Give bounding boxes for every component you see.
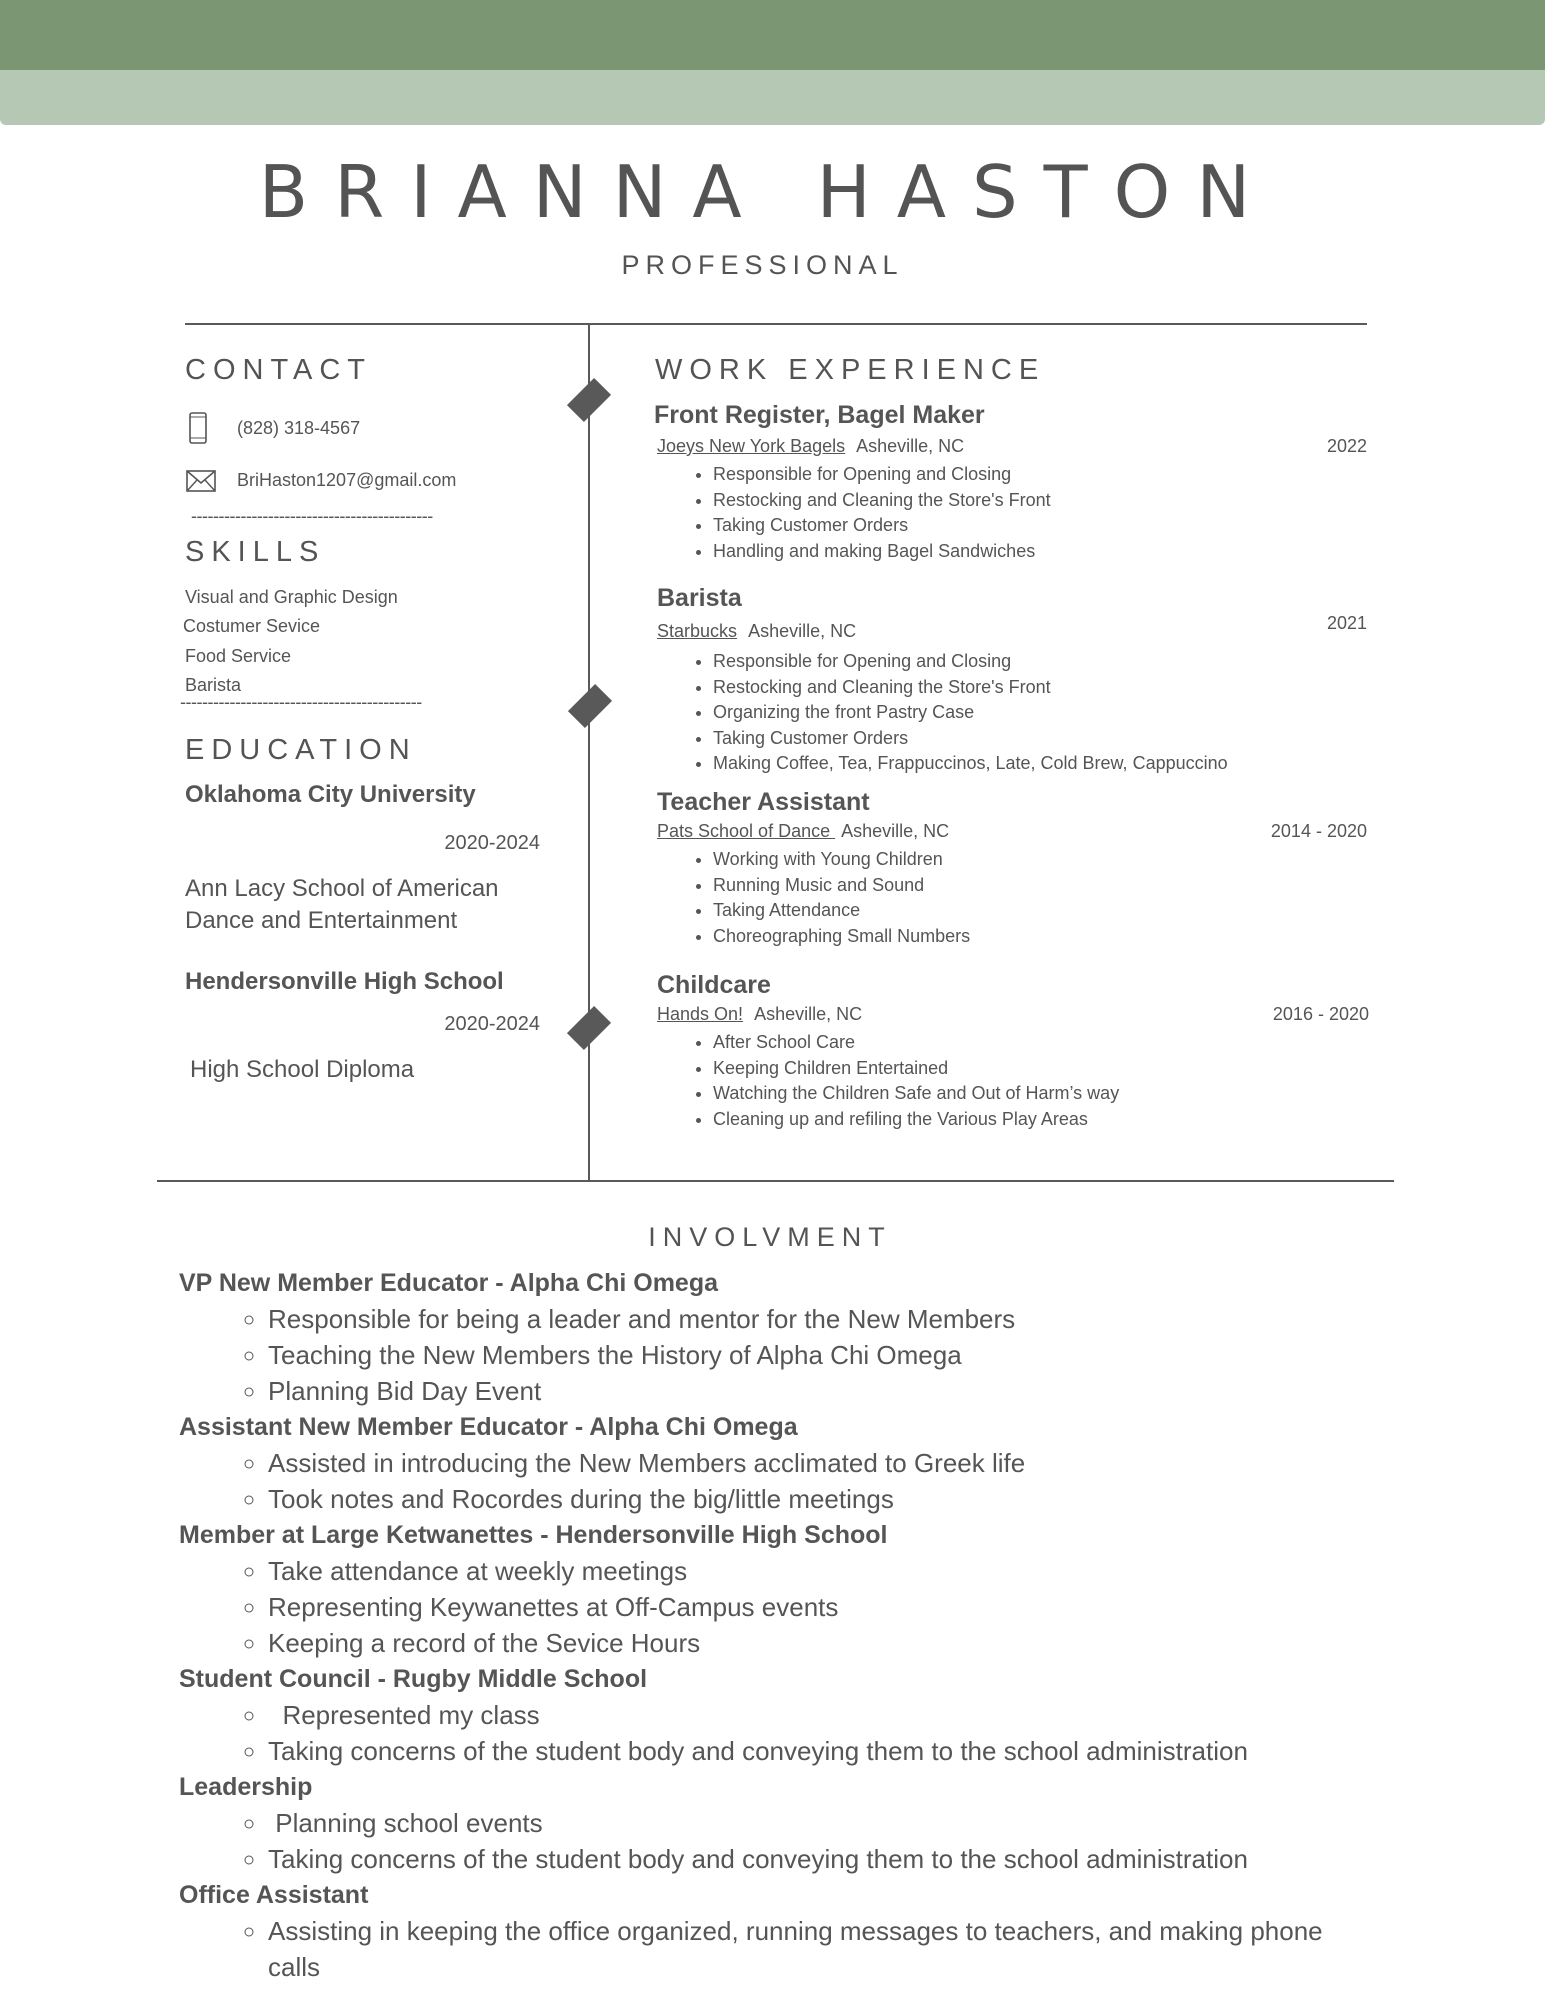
skill-item: Barista bbox=[185, 675, 242, 695]
job-bullet: • Running Music and Sound bbox=[713, 873, 1367, 899]
involvement-bullet: ◦ Taking concerns of the student body and conveying them to the school administration bbox=[268, 1733, 1379, 1769]
skills-divider: -------------------------------------------- bbox=[180, 692, 422, 712]
skill-item: Food Service bbox=[185, 646, 292, 666]
job-year: 2021 bbox=[1326, 613, 1367, 633]
job-bullet: • Cleaning up and refiling the Various Play Areas bbox=[713, 1107, 1367, 1133]
involvement-bullet: ◦ Teaching the New Members the History of Alpha Chi Omega bbox=[268, 1337, 1379, 1373]
job-entry bbox=[657, 788, 1367, 949]
job-meta bbox=[657, 613, 1367, 645]
education-detail: High School Diploma bbox=[190, 1056, 415, 1083]
job-title: Teacher Assistant bbox=[657, 788, 870, 816]
involvement-heading: INVOLVMENT bbox=[648, 1222, 892, 1252]
involvement-bullet: ◦ Responsible for being a leader and mentor for the New Members bbox=[268, 1301, 1379, 1337]
contact-phone[interactable]: (828) 318-4567 bbox=[237, 418, 361, 438]
job-year: 2022 bbox=[1326, 436, 1367, 456]
job-title: Childcare bbox=[657, 971, 771, 999]
job-bullets bbox=[654, 462, 1364, 564]
resume-name: BRIANNA HASTON bbox=[258, 150, 1277, 234]
involvement-bullet: ◦ Took notes and Rocordes during the big/little meetings bbox=[268, 1481, 1379, 1517]
header-band-dark bbox=[0, 0, 1545, 70]
job-bullet: • Restocking and Cleaning the Store's Front bbox=[713, 675, 1367, 701]
job-meta bbox=[657, 1004, 1367, 1028]
job-bullet: • Taking Customer Orders bbox=[713, 726, 1367, 752]
bottom-rule bbox=[157, 1180, 1394, 1182]
header-band-light bbox=[0, 70, 1545, 125]
job-location: Asheville, NC bbox=[748, 621, 857, 641]
job-bullets bbox=[657, 649, 1367, 777]
involvement-bullet: ◦ Assisting in keeping the office organized, running messages to teachers, and making phone calls bbox=[268, 1913, 1348, 1985]
timeline-line bbox=[588, 325, 590, 1180]
job-bullet: • Organizing the front Pastry Case bbox=[713, 700, 1367, 726]
involvement-role: Office Assistant bbox=[179, 1881, 369, 1909]
job-location: Asheville, NC bbox=[754, 1004, 863, 1024]
mail-icon bbox=[186, 470, 216, 492]
contact-heading: CONTACT bbox=[185, 354, 373, 386]
job-company-link[interactable]: Pats School of Dance bbox=[657, 821, 836, 841]
involvement-bullet: ◦ Planning school events bbox=[268, 1805, 1379, 1841]
job-title: Barista bbox=[657, 584, 742, 612]
education-detail: Ann Lacy School of American bbox=[185, 875, 499, 902]
job-location: Asheville, NC bbox=[856, 436, 965, 456]
involvement-bullets bbox=[179, 1301, 1379, 1409]
education-school: Hendersonville High School bbox=[185, 968, 504, 995]
involvement-role: VP New Member Educator - Alpha Chi Omega bbox=[179, 1269, 719, 1297]
skill-item: Visual and Graphic Design bbox=[185, 587, 398, 607]
education-school: Oklahoma City University bbox=[185, 781, 476, 808]
job-bullets bbox=[657, 847, 1367, 949]
job-year: 2016 - 2020 bbox=[1272, 1004, 1369, 1024]
job-bullet: • Responsible for Opening and Closing bbox=[713, 462, 1364, 488]
contact-email[interactable]: BriHaston1207@gmail.com bbox=[237, 470, 457, 490]
job-bullet: • Watching the Children Safe and Out of Harm’s way bbox=[713, 1081, 1367, 1107]
involvement-bullet: ◦ Planning Bid Day Event bbox=[268, 1373, 1379, 1409]
timeline-diamond bbox=[567, 1006, 611, 1050]
job-bullet: • Choreographing Small Numbers bbox=[713, 924, 1367, 950]
job-entry bbox=[654, 401, 1367, 564]
job-bullet: • Taking Attendance bbox=[713, 898, 1367, 924]
involvement-bullets bbox=[179, 1805, 1379, 1877]
job-title: Front Register, Bagel Maker bbox=[654, 401, 985, 429]
involvement-bullet: ◦ Representing Keywanettes at Off-Campus events bbox=[268, 1589, 1379, 1625]
job-year: 2014 - 2020 bbox=[1270, 821, 1367, 841]
involvement-role: Assistant New Member Educator - Alpha Chi Omega bbox=[179, 1413, 798, 1441]
job-entry bbox=[657, 584, 1367, 777]
work-heading: WORK EXPERIENCE bbox=[655, 354, 1046, 386]
education-years: 2020-2024 bbox=[444, 832, 540, 854]
phone-icon bbox=[189, 412, 207, 444]
involvement-bullets bbox=[179, 1913, 1348, 1985]
involvement-role: Member at Large Ketwanettes - Hendersonville High School bbox=[179, 1521, 888, 1549]
job-bullet: • Taking Customer Orders bbox=[713, 513, 1364, 539]
skills-heading: SKILLS bbox=[185, 536, 326, 568]
involvement-bullet: ◦ Assisted in introducing the New Members acclimated to Greek life bbox=[268, 1445, 1379, 1481]
education-heading: EDUCATION bbox=[185, 734, 417, 766]
involvement-bullet: ◦ Keeping a record of the Sevice Hours bbox=[268, 1625, 1379, 1661]
job-company-link[interactable]: Starbucks bbox=[657, 621, 738, 641]
involvement-bullet: ◦ Take attendance at weekly meetings bbox=[268, 1553, 1379, 1589]
job-bullet: • Making Coffee, Tea, Frappuccinos, Late, Cold Brew, Cappuccino bbox=[713, 751, 1367, 777]
top-rule bbox=[185, 323, 1367, 325]
job-bullet: • Working with Young Children bbox=[713, 847, 1367, 873]
job-bullet: • Keeping Children Entertained bbox=[713, 1056, 1367, 1082]
contact-divider: -------------------------------------------- bbox=[191, 506, 433, 526]
education-years: 2020-2024 bbox=[444, 1013, 540, 1035]
involvement-bullets bbox=[179, 1445, 1379, 1517]
skill-item: Costumer Sevice bbox=[183, 616, 321, 636]
job-location: Asheville, NC bbox=[841, 821, 950, 841]
education-detail: Dance and Entertainment bbox=[185, 907, 458, 934]
resume-subtitle: PROFESSIONAL bbox=[621, 250, 904, 280]
involvement-bullets bbox=[179, 1553, 1379, 1661]
involvement-bullet: ◦ Taking concerns of the student body and conveying them to the school administration bbox=[268, 1841, 1379, 1877]
involvement-list bbox=[179, 1265, 1379, 1985]
job-meta bbox=[657, 821, 1367, 845]
involvement-bullets bbox=[179, 1697, 1379, 1769]
job-bullet: • Responsible for Opening and Closing bbox=[713, 649, 1367, 675]
job-company-link[interactable]: Joeys New York Bagels bbox=[657, 436, 846, 456]
timeline-diamond bbox=[567, 378, 611, 422]
job-meta bbox=[657, 436, 1367, 460]
job-bullet: • After School Care bbox=[713, 1030, 1367, 1056]
job-bullet: • Restocking and Cleaning the Store's Front bbox=[713, 488, 1364, 514]
job-entry bbox=[657, 971, 1367, 1132]
involvement-role: Leadership bbox=[179, 1773, 313, 1801]
job-bullet: • Handling and making Bagel Sandwiches bbox=[713, 539, 1364, 565]
job-company-link[interactable]: Hands On! bbox=[657, 1004, 744, 1024]
job-bullets bbox=[657, 1030, 1367, 1132]
timeline-diamond bbox=[568, 684, 612, 728]
involvement-bullet: ◦ Represented my class bbox=[268, 1697, 1379, 1733]
involvement-role: Student Council - Rugby Middle School bbox=[179, 1665, 648, 1693]
